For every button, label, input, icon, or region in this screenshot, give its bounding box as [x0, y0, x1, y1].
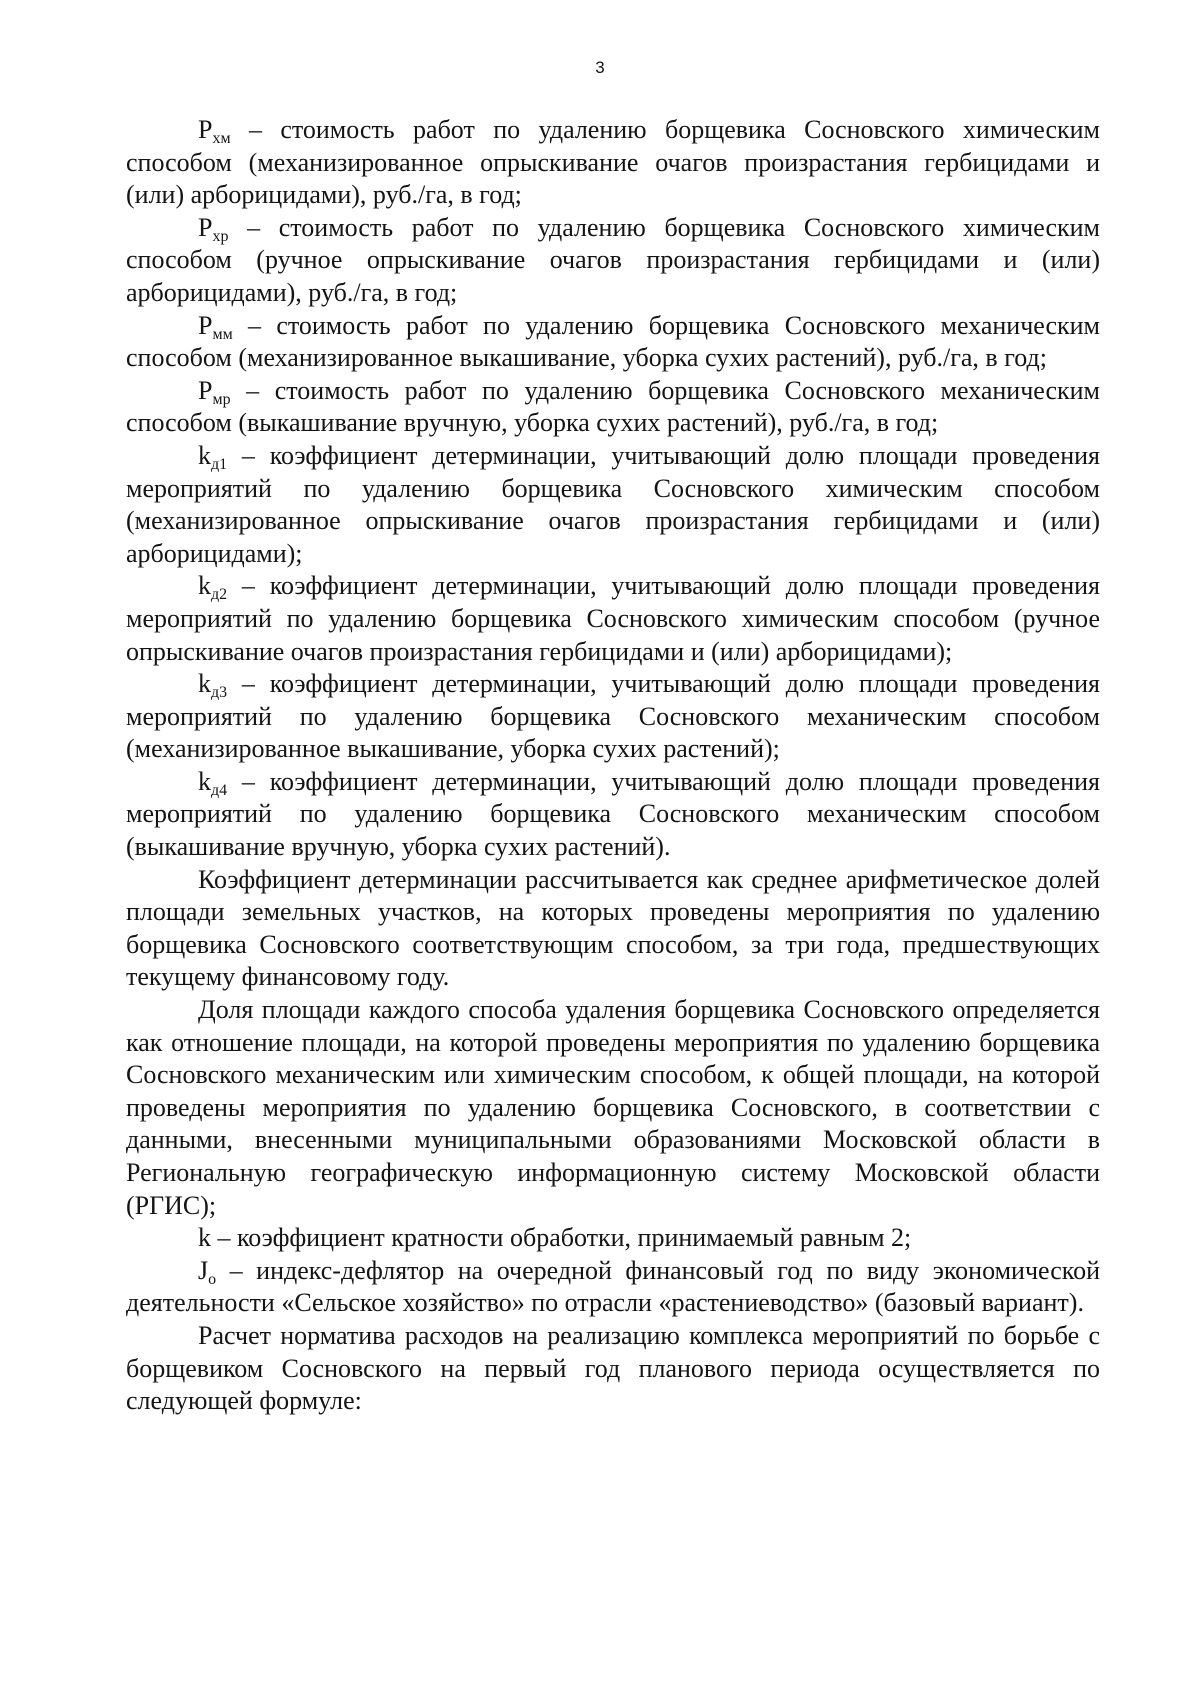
- variable-subscript: д1: [211, 455, 228, 473]
- variable-symbol: P: [198, 375, 213, 405]
- calculation-intro-paragraph: Расчет норматива расходов на реализацию комплекса мероприятий по борьбе с борщевиком Сосновского на первый год планового периода осуществляется по следующей формуле:: [126, 1320, 1100, 1416]
- variable-subscript: д4: [211, 781, 228, 799]
- variable-symbol: J: [198, 1255, 209, 1285]
- variable-symbol: P: [198, 115, 213, 144]
- k-definition-paragraph: k – коэффициент кратности обработки, принимаемый равным 2;: [198, 1223, 912, 1253]
- variable-symbol: k: [198, 669, 211, 699]
- definition-p-mr: [126, 375, 1100, 440]
- definition-k-d3: [126, 668, 1100, 766]
- definition-text: – коэффициент детерминации, учитывающий долю площади проведения мероприятий по удалению борщевика Сосновского химическим способом (механизированное опрыскивание очагов произрастания гербицидами и (или) арборицидами);: [126, 440, 1100, 568]
- definition-k-d4: [126, 766, 1100, 864]
- variable-subscript: мм: [212, 325, 233, 343]
- definition-text: – индекс-дефлятор на очередной финансовый год по виду экономической деятельности «Сельское хозяйство» по отрасли «растениеводство» (базовый вариант).: [126, 1255, 1100, 1318]
- share-explanation-paragraph: Доля площади каждого способа удаления борщевика Сосновского определяется как отношение площади, на которой проведены мероприятия по удалению борщевика Сосновского механическим или химическим способом, к общей площади, на которой проведены мероприятия по удалению борщевика Сосновского, в соответствии с данными, внесенными муниципальными образованиями Московской области в Региональную географическую информационную систему Московской области (РГИС);: [126, 995, 1100, 1220]
- coefficient-explanation-paragraph: Коэффициент детерминации рассчитывается как среднее арифметическое долей площади земельных участков, на которых проведены мероприятия по удалению борщевика Сосновского соответствующим способом, за три года, предшествующих текущему финансовому году.: [126, 864, 1100, 992]
- variable-subscript: о: [208, 1270, 217, 1288]
- definition-p-mm: [126, 310, 1100, 375]
- variable-subscript: д2: [211, 586, 228, 604]
- variable-symbol: k: [198, 571, 211, 601]
- definition-p-hr: [126, 212, 1100, 310]
- definition-text: – коэффициент детерминации, учитывающий долю площади проведения мероприятий по удалению борщевика Сосновского механическим способом (выкашивание вручную, уборка сухих растений).: [126, 766, 1100, 862]
- page-number: 3: [595, 58, 605, 77]
- document-body: [126, 114, 1100, 1418]
- variable-subscript: хр: [212, 227, 229, 245]
- definition-text: – стоимость работ по удалению борщевика Сосновского механическим способом (механизированное выкашивание, уборка сухих растений), руб./га, в год;: [126, 310, 1100, 373]
- definition-text: – коэффициент детерминации, учитывающий долю площади проведения мероприятий по удалению борщевика Сосновского химическим способом (ручное опрыскивание очагов произрастания гербицидами и (или) арборицидами);: [126, 571, 1100, 666]
- definition-text: – коэффициент детерминации, учитывающий долю площади проведения мероприятий по удалению борщевика Сосновского механическим способом (механизированное выкашивание, уборка сухих растений);: [126, 669, 1100, 764]
- variable-subscript: хм: [212, 130, 231, 147]
- definition-j-o: [126, 1255, 1100, 1320]
- variable-symbol: k: [198, 766, 211, 796]
- definition-p-hm: [126, 114, 1100, 212]
- definition-text: – стоимость работ по удалению борщевика Сосновского механическим способом (выкашивание вручную, уборка сухих растений), руб./га, в год;: [126, 375, 1100, 438]
- definition-text: – стоимость работ по удалению борщевика Сосновского химическим способом (ручное опрыскивание очагов произрастания гербицидами и (или) арборицидами), руб./га, в год;: [126, 212, 1100, 307]
- definition-k-d1: [126, 440, 1100, 570]
- definition-k-d2: [126, 570, 1100, 668]
- variable-symbol: P: [198, 212, 213, 242]
- definition-text: – стоимость работ по удалению борщевика Сосновского химическим способом (механизированное опрыскивание очагов произрастания гербицидами и (или) арборицидами), руб./га, в год;: [126, 115, 1100, 210]
- variable-subscript: мр: [212, 390, 231, 408]
- variable-subscript: д3: [211, 684, 228, 702]
- variable-symbol: P: [198, 310, 213, 340]
- variable-symbol: k: [198, 440, 211, 470]
